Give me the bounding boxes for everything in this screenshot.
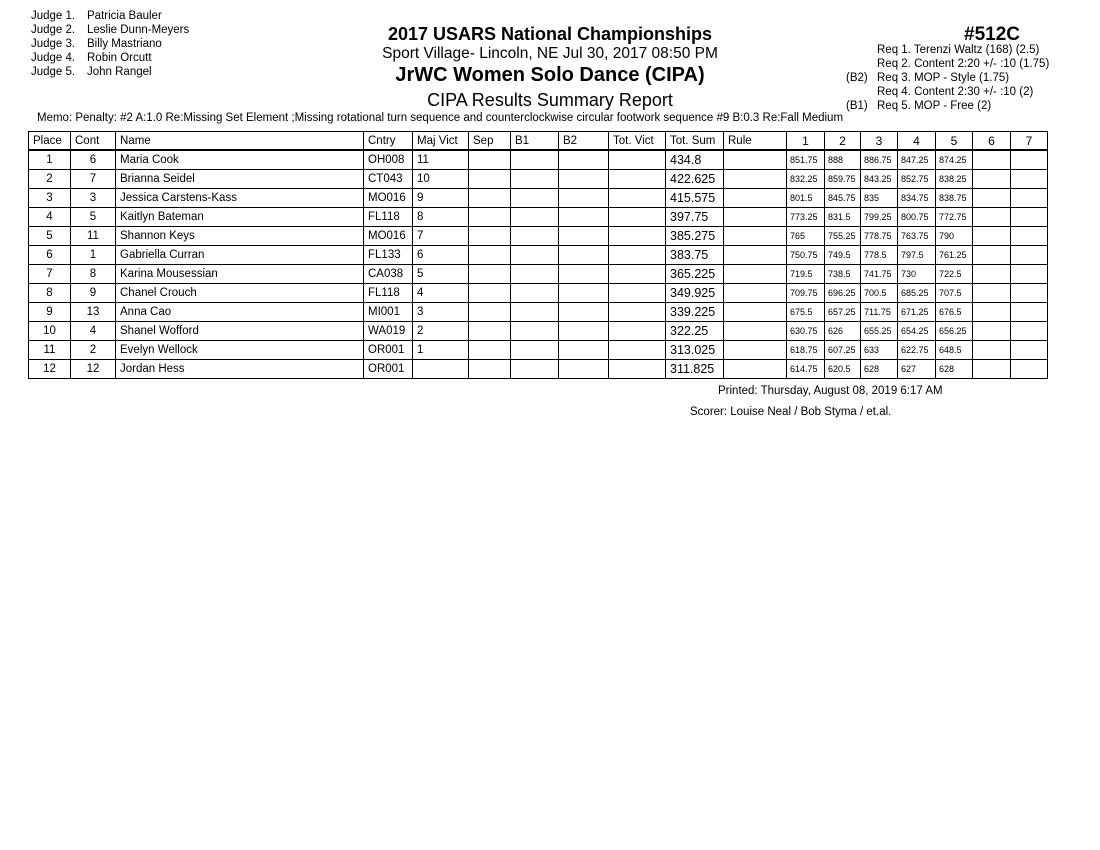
rule-cell [724, 284, 787, 303]
total-victories-cell [609, 303, 666, 322]
judge-6-score-cell [973, 341, 1011, 360]
requirement-entry [846, 71, 1049, 85]
rule-cell [724, 322, 787, 341]
club-code-cell: MI001 [364, 303, 413, 322]
place-cell: 2 [29, 170, 71, 189]
column-header-place: Place [29, 132, 71, 151]
judge-entry [31, 65, 189, 79]
b2-cell [559, 227, 609, 246]
skater-name-cell: Jordan Hess [116, 360, 364, 379]
column-header-judge-1: 1 [787, 132, 825, 151]
judge-5-score-cell: 656.25 [936, 322, 973, 341]
judge-label: Judge 3. [31, 38, 76, 50]
rule-cell [724, 246, 787, 265]
judge-3-score-cell: 886.75 [861, 150, 898, 170]
judge-3-score-cell: 799.25 [861, 208, 898, 227]
table-row [29, 170, 1048, 189]
b1-cell [511, 341, 559, 360]
judge-5-score-cell: 790 [936, 227, 973, 246]
contestant-number-cell: 5 [71, 208, 116, 227]
judge-1-score-cell: 773.25 [787, 208, 825, 227]
b1-cell [511, 189, 559, 208]
club-code-cell: FL118 [364, 284, 413, 303]
total-sum-cell: 434.8 [666, 150, 724, 170]
results-table [28, 131, 1048, 379]
judge-6-score-cell [973, 170, 1011, 189]
club-code-cell: MO016 [364, 227, 413, 246]
column-header-tot-sum: Tot. Sum [666, 132, 724, 151]
judge-4-score-cell: 800.75 [898, 208, 936, 227]
judge-3-score-cell: 843.25 [861, 170, 898, 189]
table-header-row [29, 132, 1048, 151]
judge-4-score-cell: 763.75 [898, 227, 936, 246]
judge-7-score-cell [1011, 284, 1048, 303]
judge-1-score-cell: 614.75 [787, 360, 825, 379]
column-header-cntry: Cntry [364, 132, 413, 151]
rule-cell [724, 227, 787, 246]
requirement-entry [846, 99, 1049, 113]
majority-victories-cell: 3 [413, 303, 469, 322]
judge-6-score-cell [973, 246, 1011, 265]
total-victories-cell [609, 284, 666, 303]
place-cell: 11 [29, 341, 71, 360]
judge-5-score-cell: 838.25 [936, 170, 973, 189]
sep-cell [469, 284, 511, 303]
judge-6-score-cell [973, 360, 1011, 379]
judge-3-score-cell: 700.5 [861, 284, 898, 303]
event-location-datetime: Sport Village- Lincoln, NE Jul 30, 2017 08:50 PM [382, 45, 718, 62]
place-cell: 9 [29, 303, 71, 322]
judge-4-score-cell: 852.75 [898, 170, 936, 189]
total-victories-cell [609, 227, 666, 246]
judge-1-score-cell: 765 [787, 227, 825, 246]
penalty-memo: Memo: Penalty: #2 A:1.0 Re:Missing Set Element ;Missing rotational turn sequence and counterclockwise circular footwork sequence #9 B:0.3 Re:Fall Medium [37, 112, 844, 124]
place-cell: 6 [29, 246, 71, 265]
judge-5-score-cell: 761.25 [936, 246, 973, 265]
total-sum-cell: 397.75 [666, 208, 724, 227]
judge-7-score-cell [1011, 341, 1048, 360]
club-code-cell: OR001 [364, 360, 413, 379]
judge-5-score-cell: 707.5 [936, 284, 973, 303]
scorer-credits: Scorer: Louise Neal / Bob Styma / et.al. [690, 406, 892, 418]
column-header-maj-vict: Maj Vict [413, 132, 469, 151]
judge-7-score-cell [1011, 208, 1048, 227]
column-header-judge-5: 5 [936, 132, 973, 151]
rule-cell [724, 303, 787, 322]
skater-name-cell: Karina Mousessian [116, 265, 364, 284]
column-header-rule: Rule [724, 132, 787, 151]
b1-cell [511, 246, 559, 265]
table-row [29, 227, 1048, 246]
contestant-number-cell: 13 [71, 303, 116, 322]
event-title: 2017 USARS National Championships [387, 24, 713, 44]
sep-cell [469, 246, 511, 265]
judge-5-score-cell: 628 [936, 360, 973, 379]
requirement-text: Req 3. MOP - Style (1.75) [877, 72, 1010, 84]
judge-2-score-cell: 749.5 [825, 246, 861, 265]
sep-cell [469, 227, 511, 246]
report-title: CIPA Results Summary Report [427, 90, 673, 110]
column-header-name: Name [116, 132, 364, 151]
total-sum-cell: 349.925 [666, 284, 724, 303]
total-sum-cell: 415.575 [666, 189, 724, 208]
total-sum-cell: 322.25 [666, 322, 724, 341]
skater-name-cell: Kaitlyn Bateman [116, 208, 364, 227]
judge-2-score-cell: 845.75 [825, 189, 861, 208]
requirement-text: Req 2. Content 2:20 +/- :10 (1.75) [877, 58, 1050, 70]
judge-entry [31, 51, 189, 65]
judge-2-score-cell: 696.25 [825, 284, 861, 303]
sep-cell [469, 341, 511, 360]
table-row [29, 360, 1048, 379]
b1-cell [511, 284, 559, 303]
b2-cell [559, 322, 609, 341]
club-code-cell: MO016 [364, 189, 413, 208]
table-row [29, 284, 1048, 303]
judge-7-score-cell [1011, 360, 1048, 379]
skater-name-cell: Anna Cao [116, 303, 364, 322]
majority-victories-cell: 11 [413, 150, 469, 170]
b1-cell [511, 227, 559, 246]
judge-2-score-cell: 657.25 [825, 303, 861, 322]
sep-cell [469, 150, 511, 170]
judge-5-score-cell: 722.5 [936, 265, 973, 284]
judge-3-score-cell: 778.5 [861, 246, 898, 265]
judge-5-score-cell: 676.5 [936, 303, 973, 322]
judges-list [31, 9, 189, 79]
column-header-judge-3: 3 [861, 132, 898, 151]
judge-5-score-cell: 874.25 [936, 150, 973, 170]
judge-7-score-cell [1011, 303, 1048, 322]
judge-4-score-cell: 654.25 [898, 322, 936, 341]
judge-2-score-cell: 626 [825, 322, 861, 341]
judge-name: Billy Mastriano [87, 38, 162, 50]
skater-name-cell: Shannon Keys [116, 227, 364, 246]
judge-3-score-cell: 633 [861, 341, 898, 360]
judge-2-score-cell: 859.75 [825, 170, 861, 189]
b1-cell [511, 208, 559, 227]
b1-cell [511, 303, 559, 322]
judge-1-score-cell: 709.75 [787, 284, 825, 303]
place-cell: 8 [29, 284, 71, 303]
judge-label: Judge 5. [31, 66, 76, 78]
contestant-number-cell: 8 [71, 265, 116, 284]
total-sum-cell: 313.025 [666, 341, 724, 360]
column-header-judge-2: 2 [825, 132, 861, 151]
contestant-number-cell: 7 [71, 170, 116, 189]
requirement-entry [846, 85, 1049, 99]
majority-victories-cell: 5 [413, 265, 469, 284]
judge-name: John Rangel [87, 66, 152, 78]
column-header-b2: B2 [559, 132, 609, 151]
b1-cell [511, 265, 559, 284]
sep-cell [469, 303, 511, 322]
judge-7-score-cell [1011, 246, 1048, 265]
table-row [29, 189, 1048, 208]
judge-4-score-cell: 834.75 [898, 189, 936, 208]
judge-1-score-cell: 750.75 [787, 246, 825, 265]
judge-2-score-cell: 755.25 [825, 227, 861, 246]
sep-cell [469, 322, 511, 341]
judge-1-score-cell: 801.5 [787, 189, 825, 208]
b1-cell [511, 150, 559, 170]
skater-name-cell: Shanel Wofford [116, 322, 364, 341]
column-header-judge-6: 6 [973, 132, 1011, 151]
rule-cell [724, 360, 787, 379]
judge-6-score-cell [973, 265, 1011, 284]
rule-cell [724, 189, 787, 208]
requirement-prefix: (B2) [846, 72, 868, 84]
sep-cell [469, 189, 511, 208]
skater-name-cell: Gabriella Curran [116, 246, 364, 265]
judge-6-score-cell [973, 322, 1011, 341]
majority-victories-cell [413, 360, 469, 379]
majority-victories-cell: 4 [413, 284, 469, 303]
place-cell: 5 [29, 227, 71, 246]
requirement-entry [846, 57, 1049, 71]
judge-6-score-cell [973, 227, 1011, 246]
skater-name-cell: Brianna Seidel [116, 170, 364, 189]
place-cell: 1 [29, 150, 71, 170]
b2-cell [559, 208, 609, 227]
judge-5-score-cell: 838.75 [936, 189, 973, 208]
b2-cell [559, 189, 609, 208]
judge-4-score-cell: 671.25 [898, 303, 936, 322]
club-code-cell: CA038 [364, 265, 413, 284]
majority-victories-cell: 9 [413, 189, 469, 208]
total-sum-cell: 385.275 [666, 227, 724, 246]
judge-7-score-cell [1011, 189, 1048, 208]
rule-cell [724, 341, 787, 360]
b2-cell [559, 360, 609, 379]
place-cell: 7 [29, 265, 71, 284]
judge-entry [31, 37, 189, 51]
division-title: JrWC Women Solo Dance (CIPA) [395, 64, 705, 86]
total-sum-cell: 339.225 [666, 303, 724, 322]
rule-cell [724, 170, 787, 189]
judge-7-score-cell [1011, 322, 1048, 341]
judge-5-score-cell: 772.75 [936, 208, 973, 227]
majority-victories-cell: 2 [413, 322, 469, 341]
table-row [29, 150, 1048, 170]
contestant-number-cell: 2 [71, 341, 116, 360]
contestant-number-cell: 9 [71, 284, 116, 303]
judge-3-score-cell: 835 [861, 189, 898, 208]
judge-3-score-cell: 778.75 [861, 227, 898, 246]
requirement-text: Req 1. Terenzi Waltz (168) (2.5) [877, 44, 1040, 56]
column-header-judge-7: 7 [1011, 132, 1048, 151]
judge-1-score-cell: 851.75 [787, 150, 825, 170]
judge-2-score-cell: 620.5 [825, 360, 861, 379]
table-row [29, 303, 1048, 322]
column-header-b1: B1 [511, 132, 559, 151]
total-sum-cell: 383.75 [666, 246, 724, 265]
club-code-cell: WA019 [364, 322, 413, 341]
column-header-tot-vict: Tot. Vict [609, 132, 666, 151]
skater-name-cell: Chanel Crouch [116, 284, 364, 303]
skater-name-cell: Jessica Carstens-Kass [116, 189, 364, 208]
printed-timestamp: Printed: Thursday, August 08, 2019 6:17 AM [718, 385, 943, 397]
judge-name: Robin Orcutt [87, 52, 152, 64]
total-victories-cell [609, 208, 666, 227]
requirement-entry [846, 43, 1049, 57]
column-header-judge-4: 4 [898, 132, 936, 151]
judge-label: Judge 1. [31, 10, 76, 22]
judge-entry [31, 23, 189, 37]
b1-cell [511, 360, 559, 379]
judge-1-score-cell: 630.75 [787, 322, 825, 341]
judge-3-score-cell: 655.25 [861, 322, 898, 341]
judge-6-score-cell [973, 284, 1011, 303]
judge-entry [31, 9, 189, 23]
majority-victories-cell: 8 [413, 208, 469, 227]
majority-victories-cell: 1 [413, 341, 469, 360]
rule-cell [724, 208, 787, 227]
majority-victories-cell: 6 [413, 246, 469, 265]
total-victories-cell [609, 322, 666, 341]
b1-cell [511, 322, 559, 341]
judge-label: Judge 2. [31, 24, 76, 36]
judge-5-score-cell: 648.5 [936, 341, 973, 360]
judge-2-score-cell: 888 [825, 150, 861, 170]
judge-6-score-cell [973, 303, 1011, 322]
judge-3-score-cell: 741.75 [861, 265, 898, 284]
b2-cell [559, 284, 609, 303]
contestant-number-cell: 6 [71, 150, 116, 170]
judge-name: Patricia Bauler [87, 10, 162, 22]
majority-victories-cell: 7 [413, 227, 469, 246]
contestant-number-cell: 11 [71, 227, 116, 246]
club-code-cell: CT043 [364, 170, 413, 189]
table-row [29, 341, 1048, 360]
column-header-sep: Sep [469, 132, 511, 151]
club-code-cell: OR001 [364, 341, 413, 360]
judge-1-score-cell: 719.5 [787, 265, 825, 284]
judge-3-score-cell: 711.75 [861, 303, 898, 322]
rule-cell [724, 150, 787, 170]
judge-4-score-cell: 622.75 [898, 341, 936, 360]
sep-cell [469, 170, 511, 189]
total-victories-cell [609, 189, 666, 208]
contestant-number-cell: 3 [71, 189, 116, 208]
judge-4-score-cell: 730 [898, 265, 936, 284]
judge-2-score-cell: 738.5 [825, 265, 861, 284]
contestant-number-cell: 1 [71, 246, 116, 265]
judge-7-score-cell [1011, 265, 1048, 284]
contestant-number-cell: 4 [71, 322, 116, 341]
sep-cell [469, 208, 511, 227]
judge-2-score-cell: 831.5 [825, 208, 861, 227]
requirement-text: Req 4. Content 2:30 +/- :10 (2) [877, 86, 1034, 98]
club-code-cell: OH008 [364, 150, 413, 170]
majority-victories-cell: 10 [413, 170, 469, 189]
judge-label: Judge 4. [31, 52, 76, 64]
place-cell: 4 [29, 208, 71, 227]
judge-4-score-cell: 847.25 [898, 150, 936, 170]
judge-name: Leslie Dunn-Meyers [87, 24, 190, 36]
b1-cell [511, 170, 559, 189]
requirements-list [846, 43, 1049, 113]
results-body [29, 150, 1048, 379]
event-number: #512C [964, 24, 1020, 45]
judge-7-score-cell [1011, 150, 1048, 170]
total-victories-cell [609, 360, 666, 379]
sep-cell [469, 265, 511, 284]
judge-7-score-cell [1011, 227, 1048, 246]
judge-4-score-cell: 685.25 [898, 284, 936, 303]
club-code-cell: FL133 [364, 246, 413, 265]
b2-cell [559, 341, 609, 360]
rule-cell [724, 265, 787, 284]
place-cell: 3 [29, 189, 71, 208]
judge-6-score-cell [973, 189, 1011, 208]
total-victories-cell [609, 150, 666, 170]
judge-3-score-cell: 628 [861, 360, 898, 379]
table-row [29, 265, 1048, 284]
contestant-number-cell: 12 [71, 360, 116, 379]
judge-1-score-cell: 618.75 [787, 341, 825, 360]
judge-1-score-cell: 675.5 [787, 303, 825, 322]
skater-name-cell: Maria Cook [116, 150, 364, 170]
judge-6-score-cell [973, 150, 1011, 170]
place-cell: 12 [29, 360, 71, 379]
b2-cell [559, 265, 609, 284]
skater-name-cell: Evelyn Wellock [116, 341, 364, 360]
judge-2-score-cell: 607.25 [825, 341, 861, 360]
requirement-prefix: (B1) [846, 100, 868, 112]
judge-1-score-cell: 832.25 [787, 170, 825, 189]
total-sum-cell: 311.825 [666, 360, 724, 379]
column-header-cont: Cont [71, 132, 116, 151]
sep-cell [469, 360, 511, 379]
total-victories-cell [609, 170, 666, 189]
b2-cell [559, 303, 609, 322]
judge-4-score-cell: 797.5 [898, 246, 936, 265]
b2-cell [559, 246, 609, 265]
table-row [29, 246, 1048, 265]
requirement-text: Req 5. MOP - Free (2) [877, 100, 992, 112]
judge-4-score-cell: 627 [898, 360, 936, 379]
b2-cell [559, 150, 609, 170]
total-sum-cell: 422.625 [666, 170, 724, 189]
judge-6-score-cell [973, 208, 1011, 227]
club-code-cell: FL118 [364, 208, 413, 227]
total-victories-cell [609, 265, 666, 284]
place-cell: 10 [29, 322, 71, 341]
table-row [29, 322, 1048, 341]
total-sum-cell: 365.225 [666, 265, 724, 284]
total-victories-cell [609, 246, 666, 265]
b2-cell [559, 170, 609, 189]
table-row [29, 208, 1048, 227]
judge-7-score-cell [1011, 170, 1048, 189]
total-victories-cell [609, 341, 666, 360]
